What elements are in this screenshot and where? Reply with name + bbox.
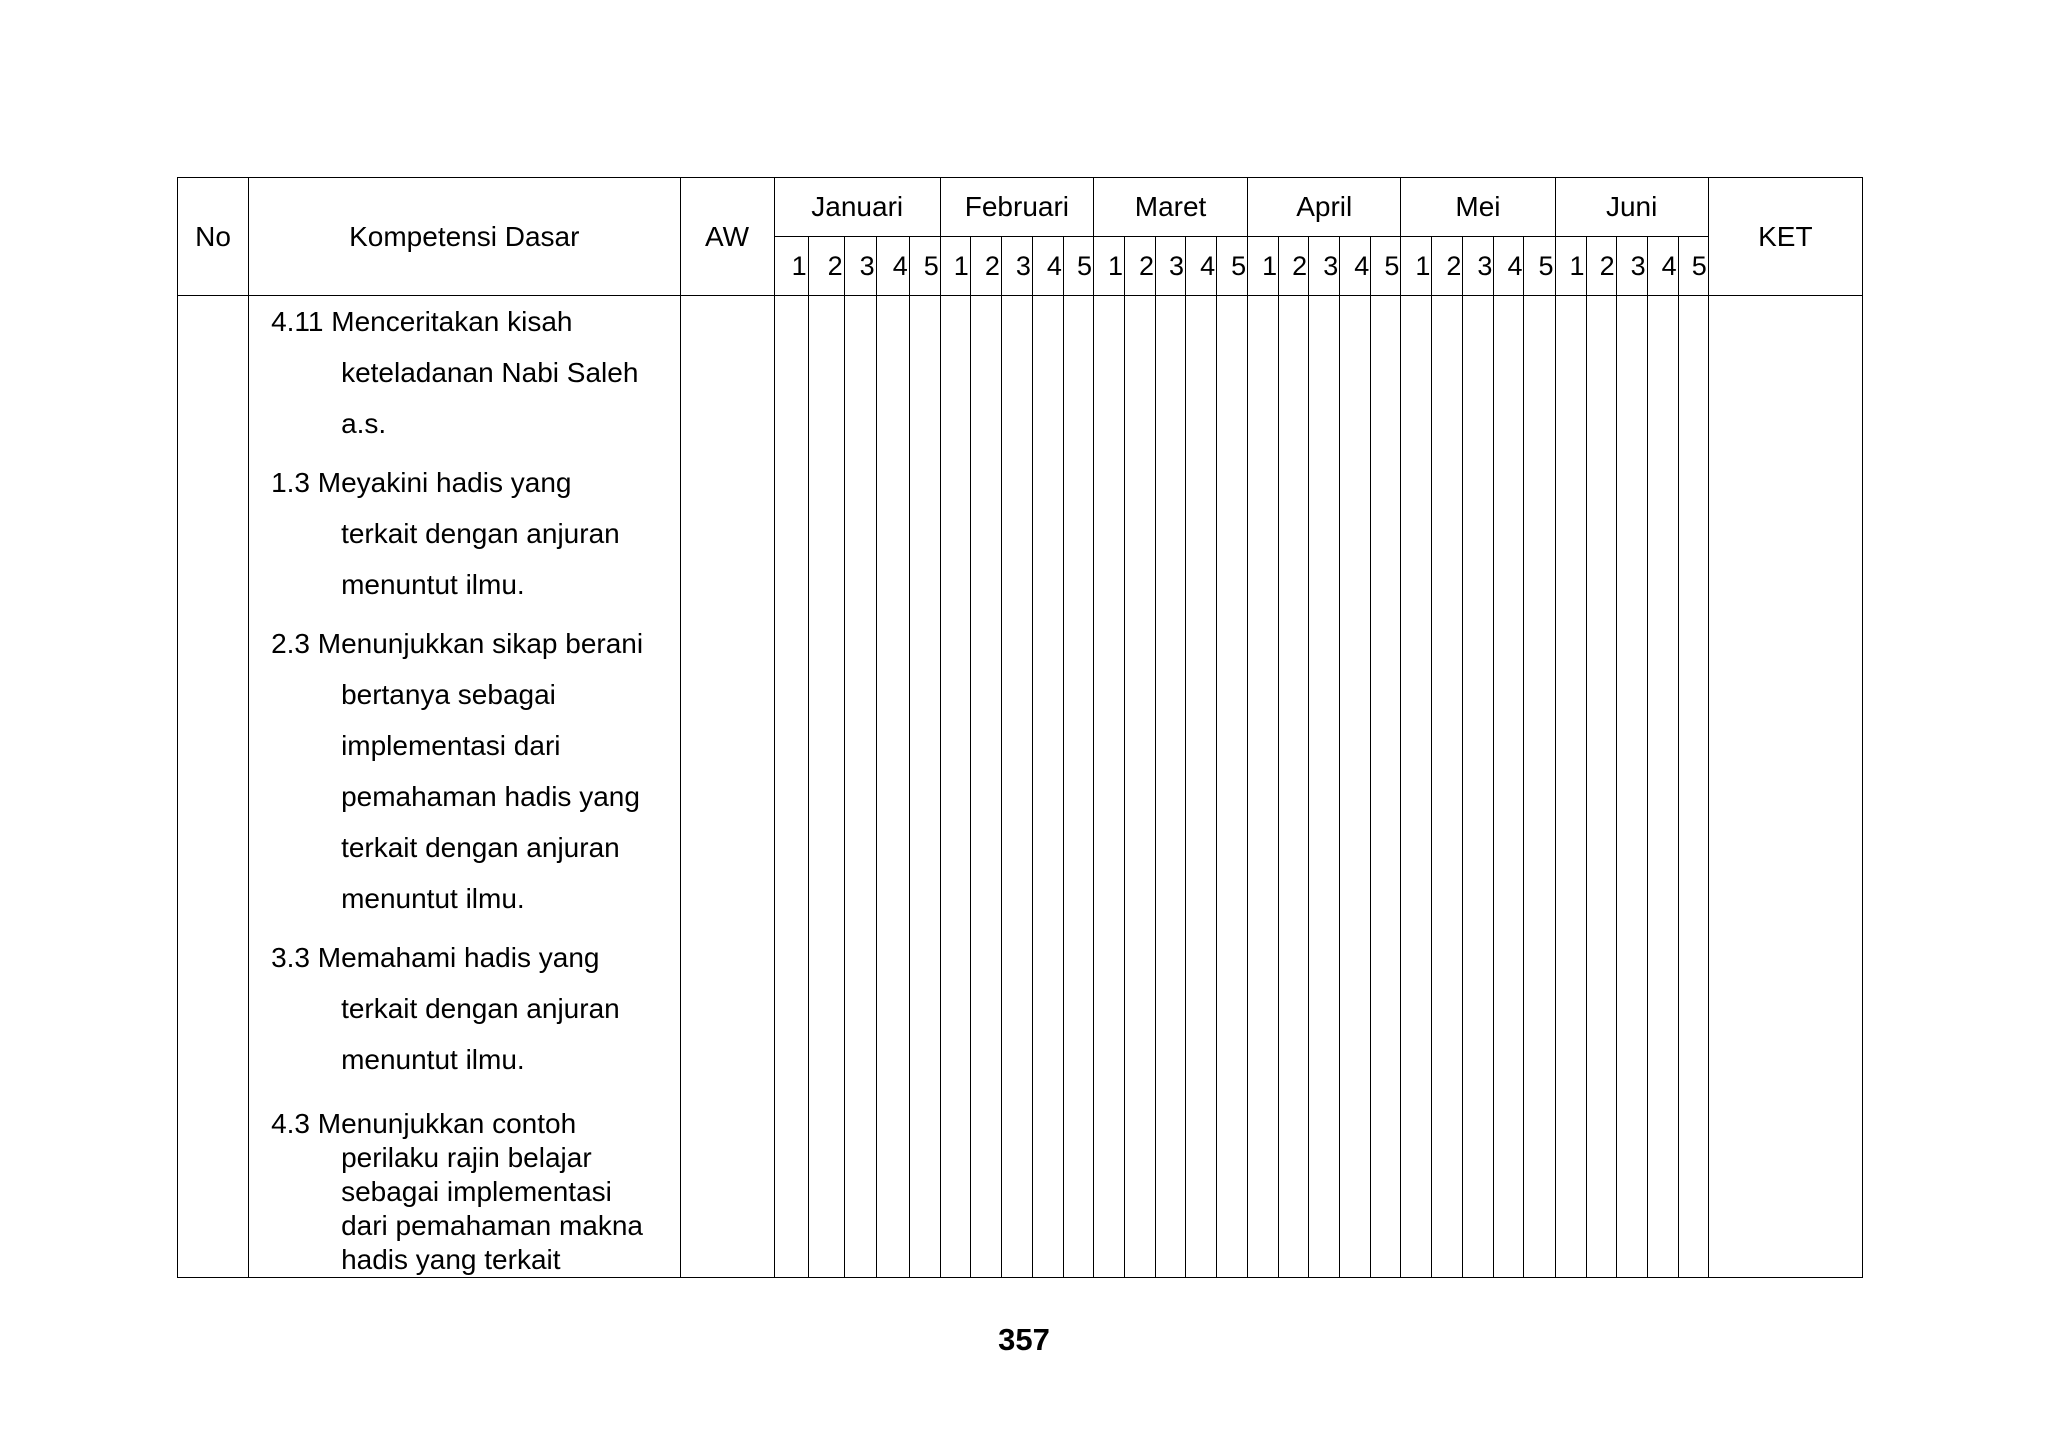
header-no: No (178, 178, 249, 296)
cell-week-juni-3 (1616, 296, 1647, 1278)
header-week-mei-3: 3 (1463, 237, 1494, 296)
header-week-april-4: 4 (1340, 237, 1371, 296)
page-number: 357 (998, 1322, 1050, 1357)
kompetensi-line: terkait dengan anjuran (341, 518, 620, 549)
header-week-januari-4: 4 (876, 237, 909, 296)
header-kompetensi-dasar: Kompetensi Dasar (249, 178, 680, 296)
cell-week-juni-1 (1555, 296, 1586, 1278)
header-week-april-5: 5 (1371, 237, 1401, 296)
cell-week-april-3 (1309, 296, 1340, 1278)
cell-week-april-2 (1279, 296, 1309, 1278)
kompetensi-line: dari pemahaman makna (341, 1210, 644, 1241)
header-week-februari-4: 4 (1032, 237, 1063, 296)
cell-no (178, 296, 249, 1278)
header-week-april-3: 3 (1309, 237, 1340, 296)
header-month-april: April (1248, 178, 1401, 237)
cell-week-juni-4 (1647, 296, 1678, 1278)
kompetensi-item (271, 457, 669, 610)
cell-week-maret-3 (1156, 296, 1186, 1278)
cell-week-januari-2 (808, 296, 844, 1278)
cell-ket (1708, 296, 1862, 1278)
kompetensi-line: menuntut ilmu. (341, 883, 525, 914)
kompetensi-line: keteladanan Nabi Saleh (341, 357, 639, 388)
header-week-maret-2: 2 (1125, 237, 1156, 296)
kompetensi-line: 4.3 Menunjukkan contoh (271, 1108, 577, 1139)
header-week-maret-5: 5 (1217, 237, 1248, 296)
header-week-februari-2: 2 (970, 237, 1001, 296)
header-week-april-1: 1 (1248, 237, 1279, 296)
kompetensi-item (271, 296, 669, 449)
header-week-mei-2: 2 (1432, 237, 1463, 296)
cell-aw (680, 296, 774, 1278)
kompetensi-line: 4.11 Menceritakan kisah (271, 306, 573, 337)
cell-week-februari-5 (1063, 296, 1093, 1278)
cell-week-april-5 (1371, 296, 1401, 1278)
header-week-juni-1: 1 (1555, 237, 1586, 296)
header-week-januari-2: 2 (808, 237, 844, 296)
header-week-juni-5: 5 (1678, 237, 1708, 296)
cell-week-maret-5 (1217, 296, 1248, 1278)
kompetensi-line: bertanya sebagai (341, 679, 556, 710)
header-week-maret-1: 1 (1093, 237, 1124, 296)
header-week-januari-1: 1 (774, 237, 808, 296)
header-week-mei-1: 1 (1401, 237, 1432, 296)
cell-week-februari-2 (970, 296, 1001, 1278)
kompetensi-line: terkait dengan anjuran (341, 993, 620, 1024)
schedule-table (177, 177, 1863, 1278)
header-week-juni-4: 4 (1647, 237, 1678, 296)
kompetensi-line: 3.3 Memahami hadis yang (271, 942, 600, 973)
cell-week-januari-3 (844, 296, 876, 1278)
cell-week-mei-5 (1524, 296, 1555, 1278)
header-month-mei: Mei (1401, 178, 1555, 237)
kompetensi-line: menuntut ilmu. (341, 1044, 525, 1075)
cell-week-april-1 (1248, 296, 1279, 1278)
header-week-mei-5: 5 (1524, 237, 1555, 296)
kompetensi-line: 2.3 Menunjukkan sikap berani (271, 628, 644, 659)
header-week-maret-4: 4 (1186, 237, 1217, 296)
header-month-februari: Februari (940, 178, 1093, 237)
cell-week-juni-5 (1678, 296, 1708, 1278)
cell-week-januari-1 (774, 296, 808, 1278)
kompetensi-line: hadis yang terkait (341, 1244, 561, 1275)
cell-week-februari-3 (1001, 296, 1032, 1278)
kompetensi-line: 1.3 Meyakini hadis yang (271, 467, 572, 498)
cell-week-februari-4 (1032, 296, 1063, 1278)
cell-week-maret-2 (1125, 296, 1156, 1278)
cell-week-februari-1 (940, 296, 970, 1278)
kompetensi-list (271, 296, 669, 1277)
header-week-juni-2: 2 (1586, 237, 1616, 296)
kompetensi-line: a.s. (341, 408, 387, 439)
cell-week-januari-5 (909, 296, 940, 1278)
header-week-februari-1: 1 (940, 237, 970, 296)
cell-week-mei-4 (1494, 296, 1524, 1278)
kompetensi-line: implementasi dari (341, 730, 561, 761)
cell-week-mei-3 (1463, 296, 1494, 1278)
header-month-maret: Maret (1093, 178, 1247, 237)
kompetensi-line: sebagai implementasi (341, 1176, 612, 1207)
header-aw: AW (680, 178, 774, 296)
header-week-januari-3: 3 (844, 237, 876, 296)
header-month-januari: Januari (774, 178, 940, 237)
header-ket: KET (1708, 178, 1862, 296)
kompetensi-line: perilaku rajin belajar (341, 1142, 592, 1173)
header-week-februari-5: 5 (1063, 237, 1093, 296)
cell-week-maret-1 (1093, 296, 1124, 1278)
header-month-juni: Juni (1555, 178, 1708, 237)
header-week-juni-3: 3 (1616, 237, 1647, 296)
kompetensi-item (271, 932, 669, 1085)
cell-week-juni-2 (1586, 296, 1616, 1278)
header-week-maret-3: 3 (1156, 237, 1186, 296)
kompetensi-item (271, 618, 669, 924)
kompetensi-item (271, 1107, 669, 1277)
cell-week-maret-4 (1186, 296, 1217, 1278)
cell-week-mei-2 (1432, 296, 1463, 1278)
header-week-februari-3: 3 (1001, 237, 1032, 296)
cell-week-april-4 (1340, 296, 1371, 1278)
cell-week-januari-4 (876, 296, 909, 1278)
kompetensi-line: pemahaman hadis yang (341, 781, 640, 812)
cell-week-mei-1 (1401, 296, 1432, 1278)
kompetensi-line: terkait dengan anjuran (341, 832, 620, 863)
header-week-april-2: 2 (1279, 237, 1309, 296)
kompetensi-line: menuntut ilmu. (341, 569, 525, 600)
header-week-mei-4: 4 (1494, 237, 1524, 296)
header-week-januari-5: 5 (909, 237, 940, 296)
cell-kompetensi-dasar (249, 296, 680, 1278)
header-row-months (178, 178, 1863, 237)
table-row (178, 296, 1863, 1278)
